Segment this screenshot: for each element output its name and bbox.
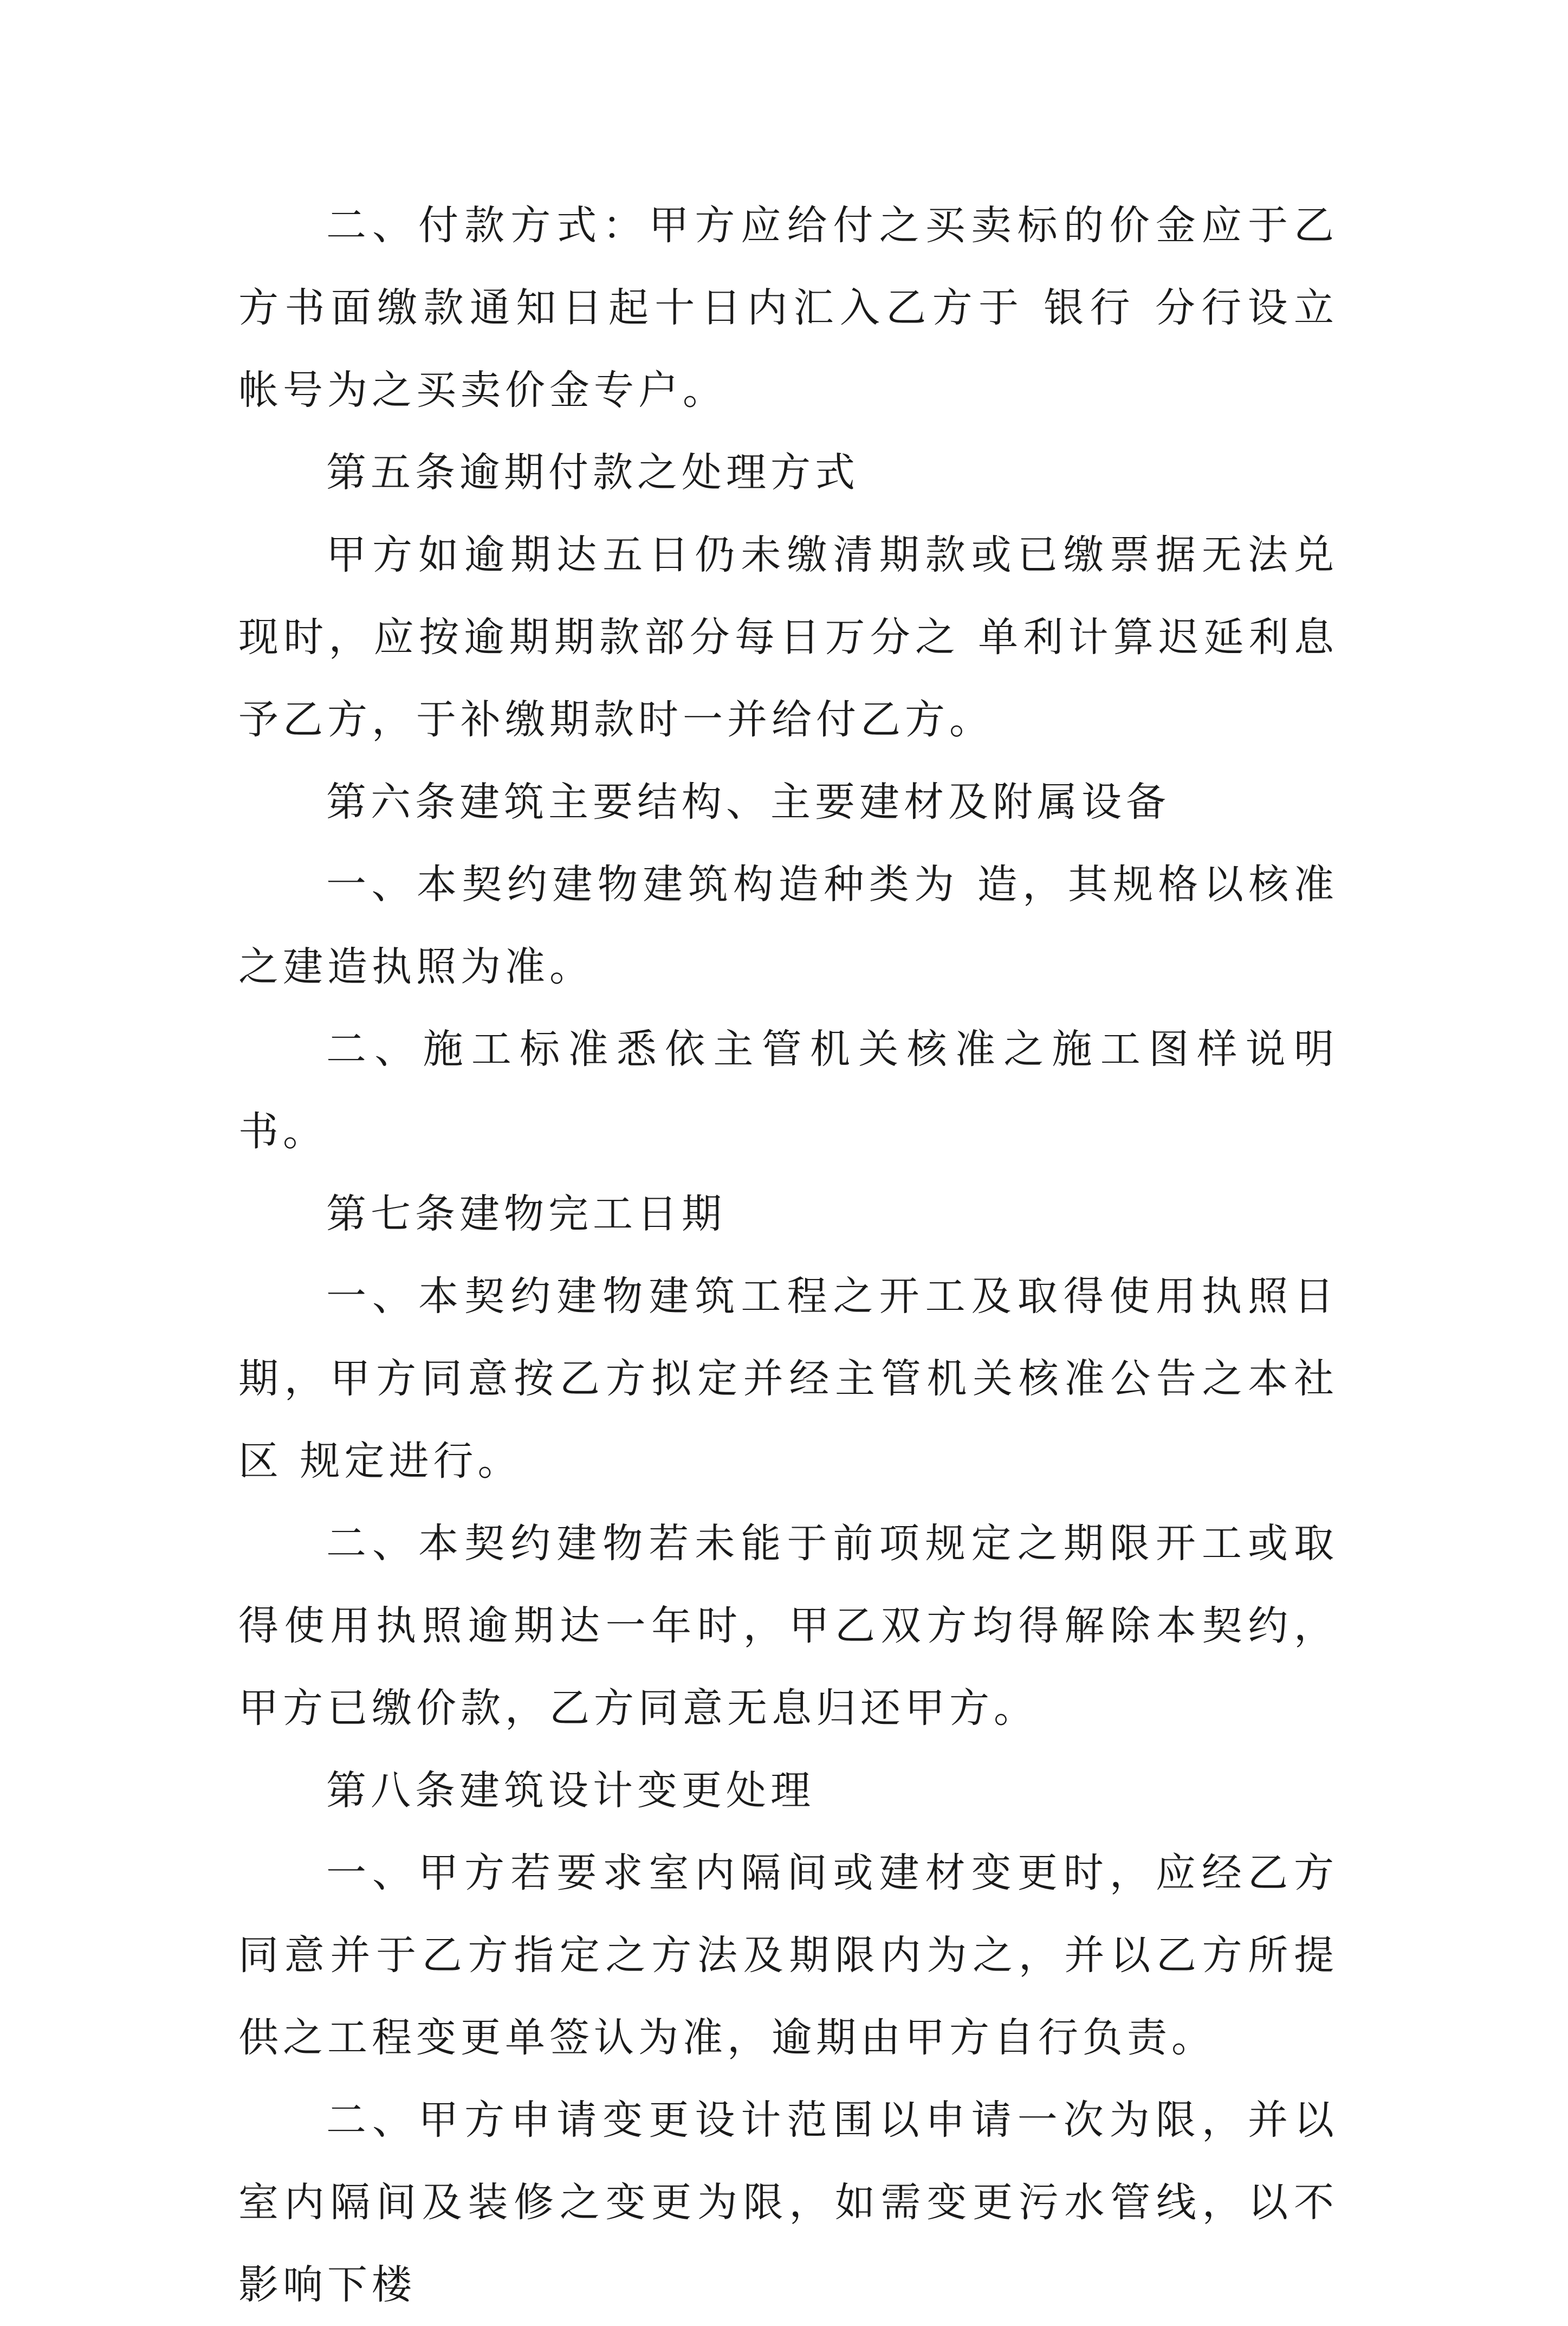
paragraph-structure-type: 一、本契约建物建筑构造种类为 造，其规格以核准之建造执照为准。 [238,861,1338,990]
paragraph-construction-standard: 二、施工标准悉依主管机关核准之施工图样说明书。 [238,1026,1338,1155]
paragraph-late-payment: 甲方如逾期达五日仍未缴清期款或已缴票据无法兑现时，应按逾期期款部分每日万分之 单利计算迟延利息予乙方，于补缴期款时一并给付乙方。 [238,532,1338,743]
article-8-heading: 第八条建筑设计变更处理 [326,1767,815,1814]
paragraph-delay-termination: 二、本契约建物若未能于前项规定之期限开工或取得使用执照逾期达一年时，甲乙双方均得解除本契约，甲方已缴价款，乙方同意无息归还甲方。 [238,1520,1338,1731]
paragraph-design-change-scope: 二、甲方申请变更设计范围以申请一次为限，并以室内隔间及装修之变更为限，如需变更污水管线，以不影响下楼 [238,2097,1338,2308]
paragraph-design-change-request: 一、甲方若要求室内隔间或建材变更时，应经乙方同意并于乙方指定之方法及期限内为之，并以乙方所提供之工程变更单签认为准，逾期由甲方自行负责。 [238,1850,1338,2061]
article-6-heading: 第六条建筑主要结构、主要建材及附属设备 [326,779,1170,825]
paragraph-start-date: 一、本契约建物建筑工程之开工及取得使用执照日期，甲方同意按乙方拟定并经主管机关核准公告之本社区 规定进行。 [238,1273,1338,1484]
paragraph-payment-method: 二、付款方式：甲方应给付之买卖标的价金应于乙方书面缴款通知日起十日内汇入乙方于 银行 分行设立帐号为之买卖价金专户。 [238,202,1338,413]
article-7-heading: 第七条建物完工日期 [326,1191,726,1237]
document-body [238,184,1338,2326]
article-5-heading: 第五条逾期付款之处理方式 [326,449,859,496]
